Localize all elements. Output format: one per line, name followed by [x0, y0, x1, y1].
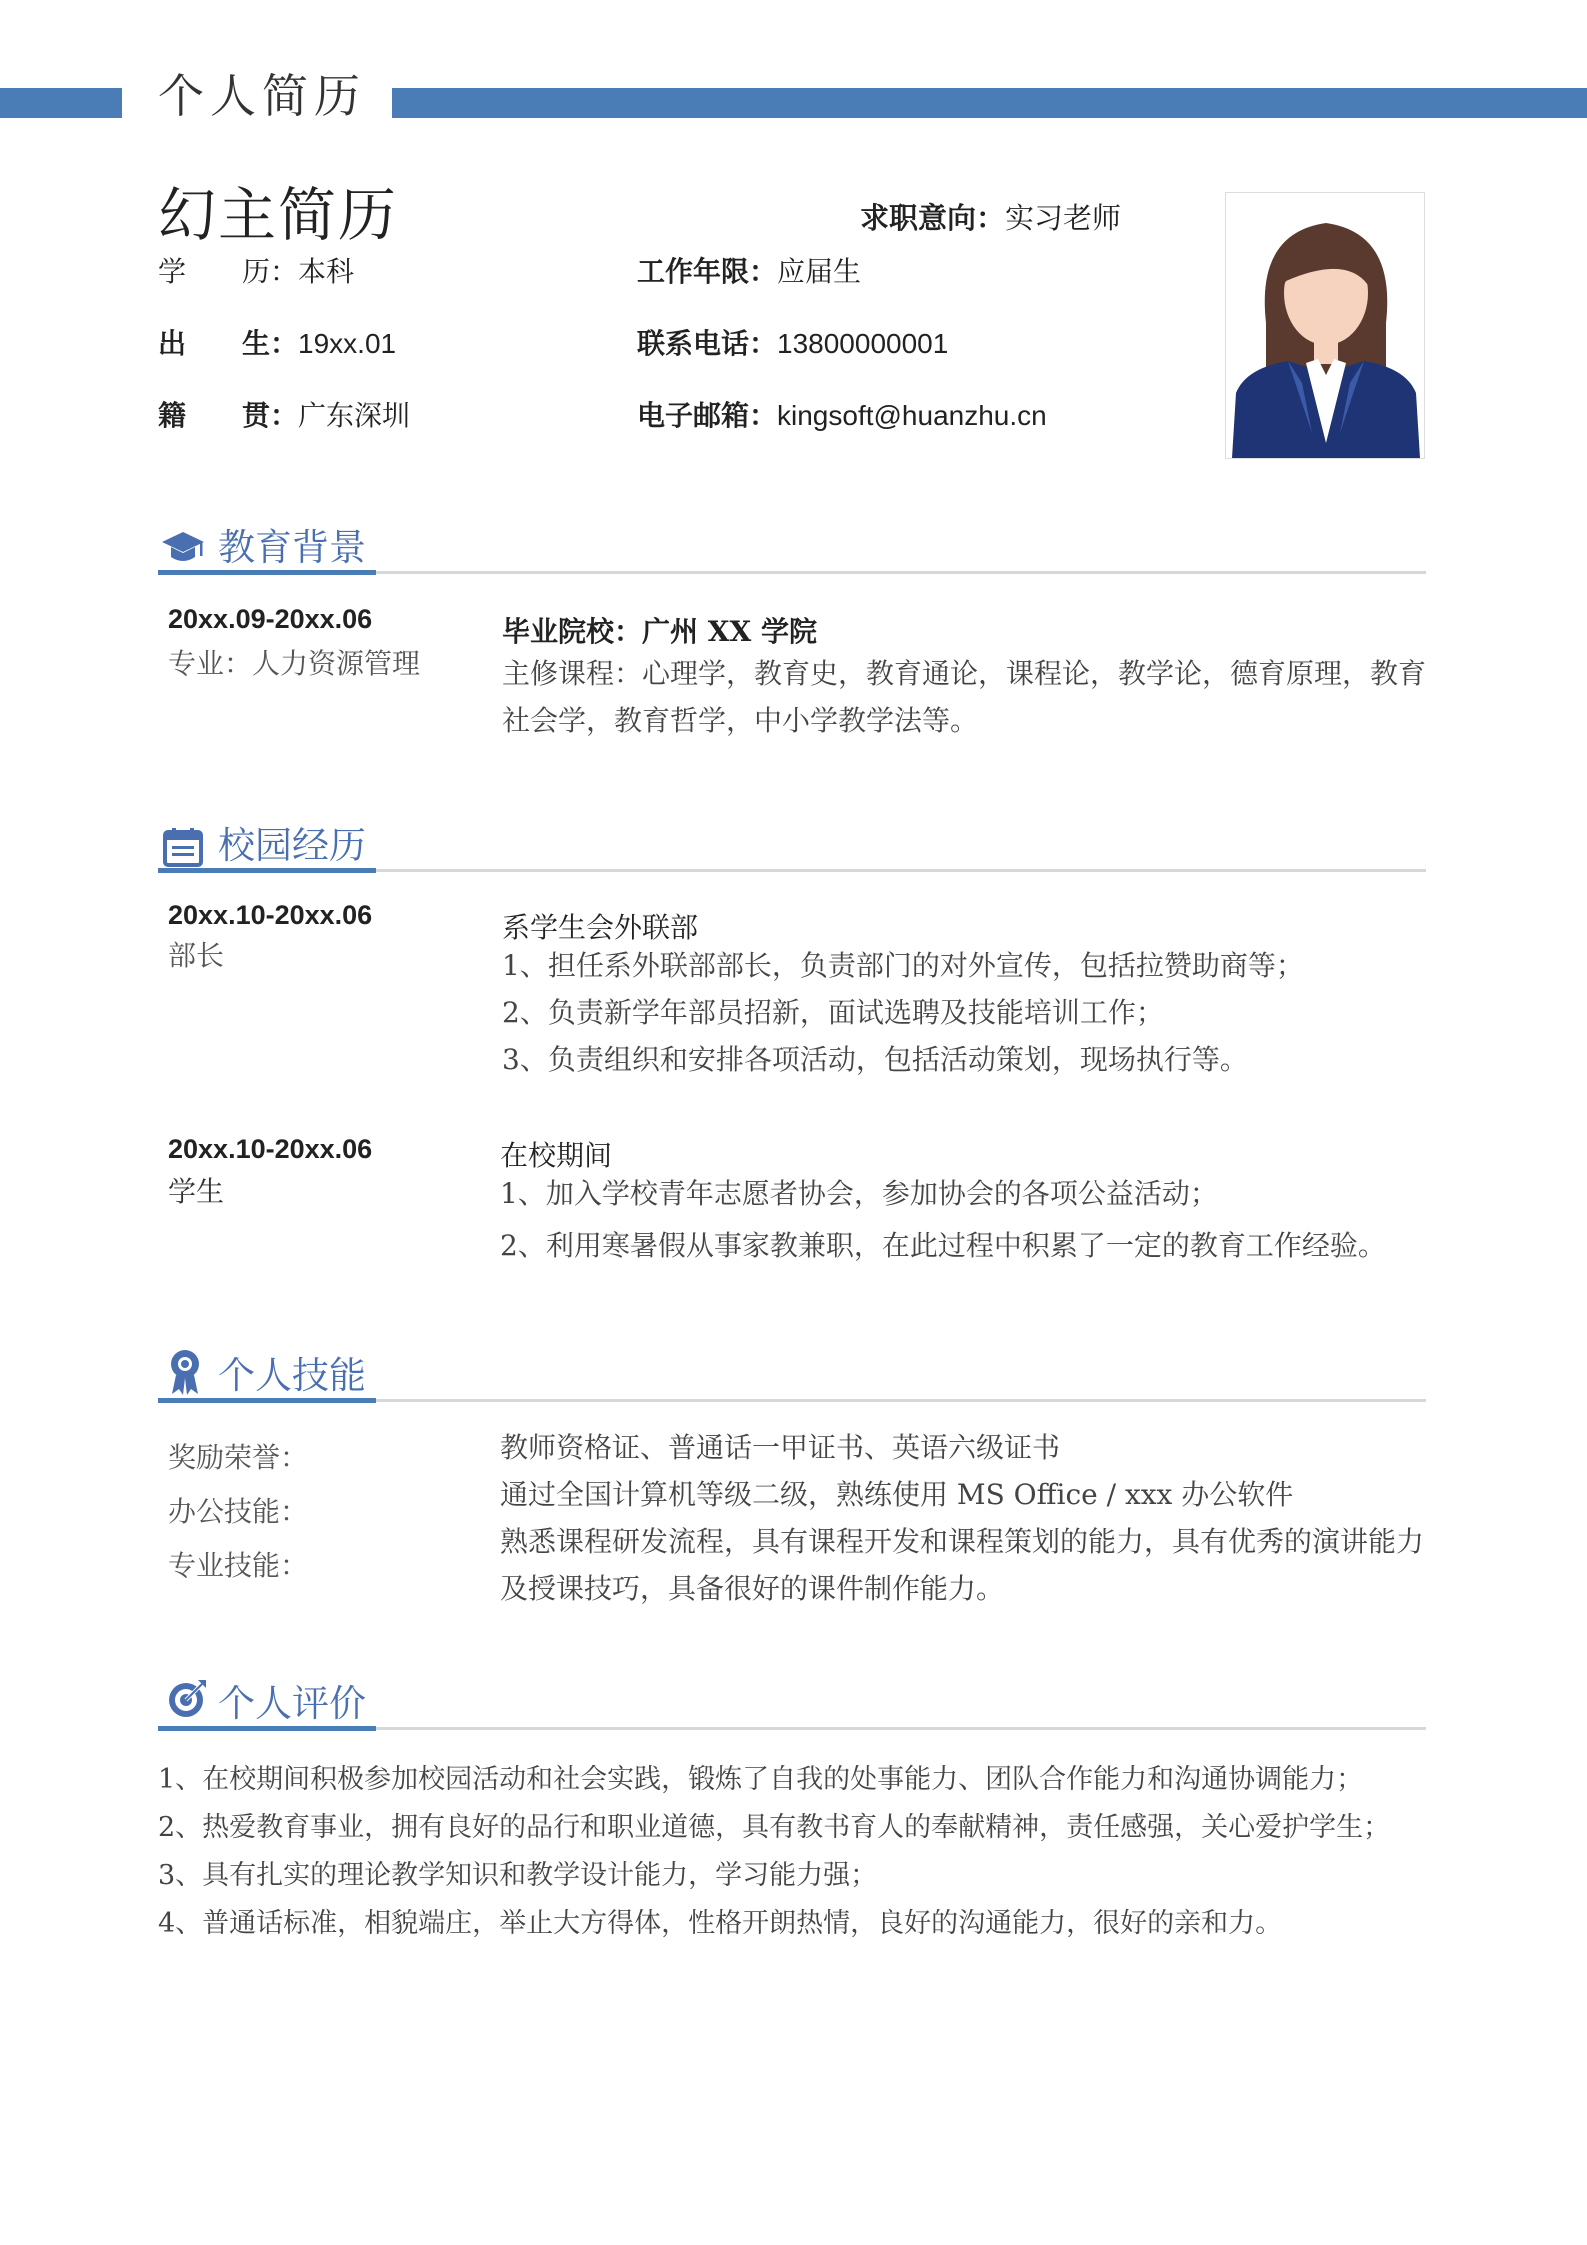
- evaluation-line: 3、具有扎实的理论教学知识和教学设计能力，学习能力强；: [158, 1860, 878, 1891]
- campus-item-line: 1、加入学校青年志愿者协会，参加协会的各项公益活动；: [500, 1177, 1218, 1210]
- job-intent-label: 求职意向：: [860, 201, 1006, 235]
- section-title-evaluation: 个人评价: [218, 1682, 366, 1725]
- info-birth: [158, 322, 396, 362]
- header-bar-right: [392, 88, 1587, 118]
- job-intent: [860, 196, 1121, 237]
- info-birth-value: 19xx.01: [298, 328, 397, 359]
- info-education-value: 本科: [298, 255, 355, 288]
- info-origin-value: 广东深圳: [298, 399, 411, 432]
- graduation-cap-icon: [160, 526, 206, 572]
- campus-item-role: 学生: [168, 1175, 225, 1208]
- avatar-illustration: [1226, 193, 1424, 458]
- award-ribbon-icon: [164, 1348, 210, 1394]
- section-underline-campus: [158, 868, 376, 873]
- info-phone: [637, 322, 948, 362]
- section-title-education: 教育背景: [218, 526, 366, 569]
- evaluation-line: 1、在校期间积极参加校园活动和社会实践，锻炼了自我的处事能力、团队合作能力和沟通协调能力；: [158, 1764, 1364, 1795]
- skills-label: 专业技能：: [168, 1549, 309, 1582]
- education-major: 专业：人力资源管理: [168, 647, 421, 680]
- campus-item-role: 部长: [168, 939, 225, 972]
- evaluation-line: 2、热爱教育事业，拥有良好的品行和职业道德，具有教书育人的奉献精神，责任感强，关心爱护学生；: [158, 1812, 1391, 1843]
- skills-lines: [500, 1424, 1424, 1612]
- info-origin: [158, 394, 410, 434]
- candidate-name: 幻主简历: [158, 181, 399, 249]
- skills-label: 办公技能：: [168, 1495, 309, 1528]
- section-title-skills: 个人技能: [218, 1354, 366, 1397]
- education-school: 毕业院校：广州 XX 学院: [502, 615, 817, 648]
- campus-item-lines: [502, 942, 1304, 1083]
- campus-item-line: 2、负责新学年部员招新，面试选聘及技能培训工作；: [502, 996, 1164, 1029]
- info-years-value: 应届生: [777, 255, 862, 288]
- info-email-value: kingsoft@huanzhu.cn: [777, 400, 1047, 431]
- calendar-icon: [162, 826, 208, 872]
- education-date: 20xx.09-20xx.06: [168, 604, 373, 634]
- target-icon: [166, 1678, 212, 1724]
- header-title: 个人简历: [158, 69, 366, 123]
- info-origin-label: 籍 贯：: [158, 399, 299, 432]
- section-title-campus: 校园经历: [218, 824, 366, 867]
- avatar: [1225, 192, 1425, 459]
- skills-line: 及授课技巧，具备很好的课件制作能力。: [500, 1572, 1005, 1605]
- campus-item-line: 2、利用寒暑假从事家教兼职，在此过程中积累了一定的教育工作经验。: [500, 1229, 1386, 1262]
- campus-item-date: 20xx.10-20xx.06: [168, 1134, 373, 1164]
- campus-item-line: 3、负责组织和安排各项活动，包括活动策划，现场执行等。: [502, 1043, 1248, 1076]
- info-years: [637, 250, 861, 290]
- section-underline-education: [158, 570, 376, 575]
- evaluation-line: 4、普通话标准，相貌端庄，举止大方得体，性格开朗热情，良好的沟通能力，很好的亲和力。: [158, 1908, 1283, 1939]
- info-education-label: 学 历：: [158, 255, 299, 288]
- skills-line: 通过全国计算机等级二级，熟练使用 MS Office / xxx 办公软件: [500, 1478, 1294, 1511]
- header-bar-left: [0, 88, 122, 118]
- evaluation-lines: [158, 1756, 1390, 1948]
- campus-item-line: 1、担任系外联部部长，负责部门的对外宣传，包括拉赞助商等；: [502, 949, 1304, 982]
- campus-item-date: 20xx.10-20xx.06: [168, 900, 373, 930]
- info-birth-label: 出 生：: [158, 327, 299, 360]
- education-courses-line: 社会学，教育哲学，中小学教学法等。: [502, 704, 979, 737]
- info-phone-label: 联系电话：: [637, 327, 778, 360]
- info-email: [637, 394, 1047, 434]
- section-underline-skills: [158, 1398, 376, 1403]
- skills-line: 熟悉课程研发流程，具有课程开发和课程策划的能力，具有优秀的演讲能力: [500, 1525, 1425, 1558]
- campus-item-lines: [500, 1168, 1386, 1272]
- info-years-label: 工作年限：: [637, 255, 778, 288]
- info-phone-value: 13800000001: [777, 328, 949, 359]
- education-courses-line: 主修课程：心理学，教育史，教育通论，课程论，教学论，德育原理，教育: [502, 657, 1427, 690]
- job-intent-value: 实习老师: [1005, 201, 1122, 235]
- campus-item-org: 系学生会外联部: [502, 911, 699, 944]
- skills-line: 教师资格证、普通话一甲证书、英语六级证书: [500, 1431, 1061, 1464]
- education-courses: [502, 650, 1426, 744]
- section-underline-evaluation: [158, 1726, 376, 1731]
- skills-label: 奖励荣誉：: [168, 1441, 309, 1474]
- info-email-label: 电子邮箱：: [637, 399, 778, 432]
- campus-item-org: 在校期间: [500, 1139, 613, 1172]
- info-education: [158, 250, 354, 290]
